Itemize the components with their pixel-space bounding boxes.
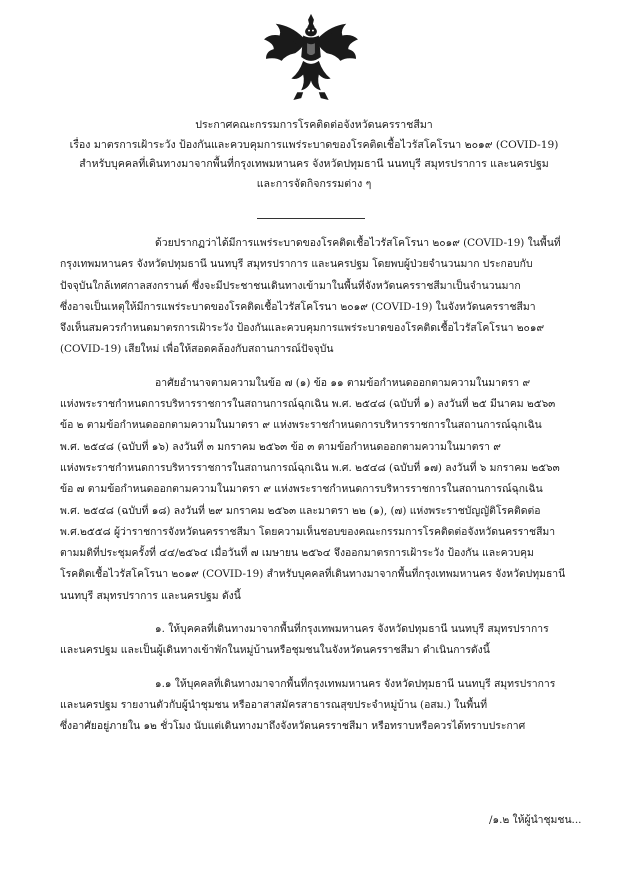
paragraph-measure-1 — [60, 619, 566, 662]
document-body — [60, 233, 566, 750]
subject-line-3: และการจัดกิจกรรมต่าง ๆ — [256, 177, 372, 190]
document-header — [60, 116, 568, 194]
text-line: ข้อ ๗ ตามข้อกำหนดออกตามความในมาตรา ๙ แห่งพระราชกำหนดการบริหารราชการในสถานการณ์ฉุกเฉิน — [60, 483, 543, 496]
text-line: อาศัยอำนาจตามความในข้อ ๗ (๑) ข้อ ๑๑ ตามข้อกำหนดออกตามความในมาตรา ๙ — [155, 376, 531, 389]
text-line: ด้วยปรากฏว่าได้มีการแพร่ระบาดของโรคติดเชื้อไวรัสโคโรนา ๒๐๑๙ (COVID-19) ในพื้นที่ — [155, 237, 561, 249]
header-divider — [257, 218, 365, 219]
text-line: ซึ่งอาศัยอยู่ภายใน ๑๒ ชั่วโมง นับแต่เดินทางมาถึงจังหวัดนครราชสีมา หรือทราบหรือควรได้ทราบประกาศ — [60, 720, 526, 733]
document-title: ประกาศคณะกรรมการโรคติดต่อจังหวัดนครราชสีมา — [195, 119, 433, 131]
text-line: ซึ่งอาจเป็นเหตุให้มีการแพร่ระบาดของโรคติดเชื้อไวรัสโคโรนา ๒๐๑๙ (COVID-19) ในจังหวัดนครราชสีมา — [60, 300, 536, 313]
garuda-emblem-icon — [262, 10, 360, 102]
text-line: พ.ศ. ๒๕๔๘ (ฉบับที่ ๑๖) ลงวันที่ ๓ มกราคม ๒๕๖๓ ข้อ ๓ ตามข้อกำหนดออกตามความในมาตรา ๙ — [60, 440, 501, 453]
text-line: ตามมติที่ประชุมครั้งที่ ๔๔/๒๕๖๔ เมื่อวันที่ ๗ เมษายน ๒๕๖๔ จึงออกมาตรการเฝ้าระวัง ป้องกัน และควบคุม — [60, 547, 534, 560]
text-line: และนครปฐม รายงานตัวกับผู้นำชุมชน หรืออาสาสมัครสาธารณสุขประจำหมู่บ้าน (อสม.) ในพื้นที่ — [60, 698, 488, 711]
text-line: นนทบุรี สมุทรปราการ และนครปฐม ดังนี้ — [60, 589, 241, 602]
text-line: แห่งพระราชกำหนดการบริหารราชการในสถานการณ์ฉุกเฉิน พ.ศ. ๒๕๔๘ (ฉบับที่ ๑) ลงวันที่ ๒๕ มีนาคม ๒๕๖๓ — [60, 398, 556, 411]
subject-line-2: สำหรับบุคคลที่เดินทางมาจากพื้นที่กรุงเทพมหานคร จังหวัดปทุมธานี นนทบุรี สมุทรปราการ และนครปฐม — [79, 158, 549, 170]
text-line: (COVID-19) เสียใหม่ เพื่อให้สอดคล้องกับสถานการณ์ปัจจุบัน — [60, 343, 334, 356]
paragraph-measure-1-1 — [60, 674, 566, 738]
text-line: และนครปฐม และเป็นผู้เดินทางเข้าพักในหมู่บ้านหรือชุมชนในจังหวัดนครราชสีมา ดำเนินการดังนี้ — [60, 644, 490, 657]
text-line: ปัจจุบันใกล้เทศกาลสงกรานต์ ซึ่งจะมีประชาชนเดินทางเข้ามาในพื้นที่จังหวัดนครราชสีมาเป็นจำนวนมาก — [60, 279, 521, 292]
text-line: ๑. ให้บุคคลที่เดินทางมาจากพื้นที่กรุงเทพมหานคร จังหวัดปทุมธานี นนทบุรี สมุทรปราการ — [155, 623, 549, 636]
text-line: แห่งพระราชกำหนดการบริหารราชการในสถานการณ์ฉุกเฉิน พ.ศ. ๒๕๔๘ (ฉบับที่ ๑๗) ลงวันที่ ๖ มกราคม ๒๕๖๓ — [60, 461, 560, 474]
paragraph-preamble — [60, 233, 566, 361]
text-line: ๑.๑ ให้บุคคลที่เดินทางมาจากพื้นที่กรุงเทพมหานคร จังหวัดปทุมธานี นนทบุรี สมุทรปราการ — [155, 677, 556, 690]
text-line: พ.ศ.๒๕๕๘ ผู้ว่าราชการจังหวัดนครราชสีมา โดยความเห็นชอบของคณะกรรมการโรคติดต่อจังหวัดนครราชสีมา — [60, 525, 556, 538]
text-line: พ.ศ. ๒๕๔๘ (ฉบับที่ ๑๘) ลงวันที่ ๒๙ มกราคม ๒๕๖๓ และมาตรา ๒๒ (๑), (๗) แห่งพระราชบัญญัติโรคติดต่อ — [60, 504, 541, 517]
text-line: จึงเห็นสมควรกำหนดมาตรการเฝ้าระวัง ป้องกันและควบคุมการแพร่ระบาดของโรคติดเชื้อไวรัสโคโรนา ๒๐๑๙ — [60, 322, 545, 335]
subject-line-1: เรื่อง มาตรการเฝ้าระวัง ป้องกันและควบคุมการแพร่ระบาดของโรคติดเชื้อไวรัสโคโรนา ๒๐๑๙ (COVID-19) — [69, 138, 559, 151]
paragraph-legal-authority — [60, 373, 566, 607]
text-line: โรคติดเชื้อไวรัสโคโรนา ๒๐๑๙ (COVID-19) สำหรับบุคคลที่เดินทางมาจากพื้นที่กรุงเทพมหานคร จังหวัดปทุมธานี — [60, 568, 566, 581]
text-line: ข้อ ๒ ตามข้อกำหนดออกตามความในมาตรา ๙ แห่งพระราชกำหนดการบริหารราชการในสถานการณ์ฉุกเฉิน — [60, 419, 542, 432]
continuation-note: /๑.๒ ให้ผู้นำชุมชน... — [489, 814, 582, 826]
text-line: กรุงเทพมหานคร จังหวัดปทุมธานี นนทบุรี สมุทรปราการ และนครปฐม โดยพบผู้ป่วยจำนวนมาก ประกอบกับ — [60, 258, 533, 271]
